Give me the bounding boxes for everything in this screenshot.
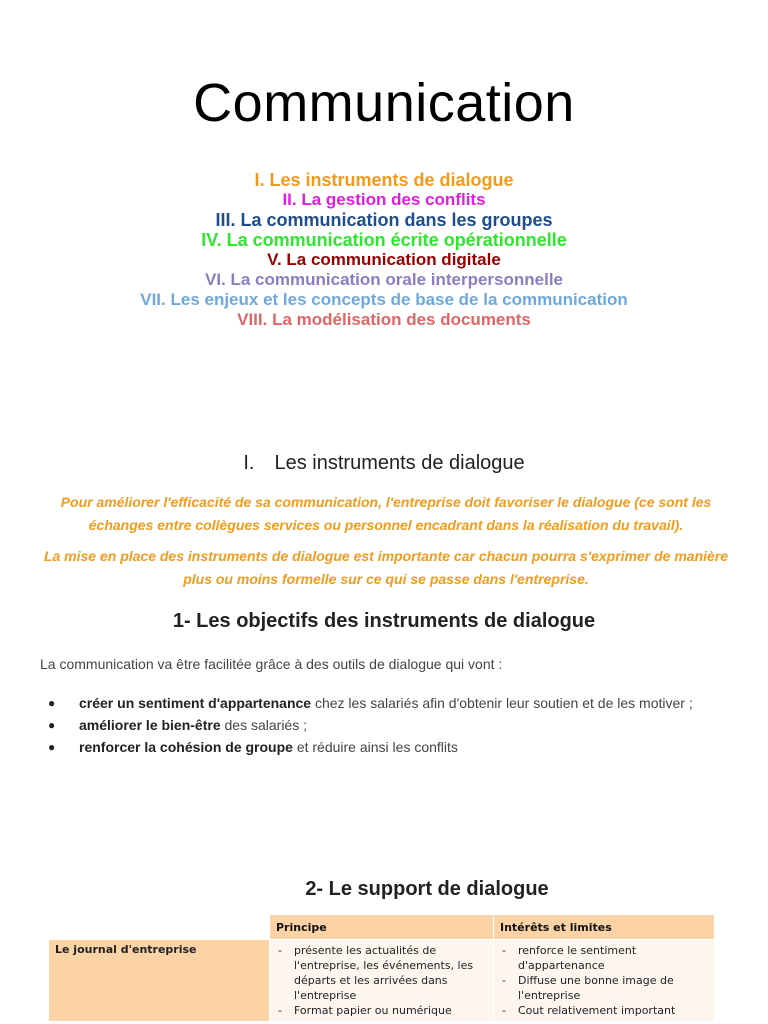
list-item bbox=[40, 715, 742, 736]
column-header-principe: Principe bbox=[270, 915, 494, 940]
list-item bbox=[276, 1003, 487, 1018]
list-item bbox=[500, 943, 708, 973]
toc-item: VII. Les enjeux et les concepts de base de la communication bbox=[140, 290, 628, 309]
dash-icon: - bbox=[502, 1004, 506, 1017]
section-title-text: Les instruments de dialogue bbox=[274, 452, 525, 474]
toc-item: IV. La communication écrite opérationnelle bbox=[201, 230, 567, 250]
toc-item: I. Les instruments de dialogue bbox=[254, 170, 514, 190]
intro-paragraph-1: Pour améliorer l'efficacité de sa communication, l'entreprise doit favoriser le dialogue (ce sont les échanges entre collègues services ou personnel encadrant dans la réalisation du travail). bbox=[60, 494, 712, 533]
toc-item: VI. La communication orale interpersonnelle bbox=[204, 270, 564, 289]
section-number: I. bbox=[243, 452, 255, 474]
principe-cell bbox=[270, 940, 494, 1022]
objectives-lead: La communication va être facilitée grâce à des outils de dialogue qui vont : bbox=[40, 656, 503, 672]
table-row bbox=[49, 940, 715, 1022]
cell-text: Diffuse une bonne image de l'entreprise bbox=[518, 974, 674, 1002]
cell-text: présente les actualités de l'entreprise, les événements, les départs et les arrivées dans l'entreprise bbox=[294, 944, 474, 1002]
bullet-text: des salariés ; bbox=[220, 717, 307, 733]
page-title: Communication bbox=[193, 73, 575, 133]
bullet-text: chez les salariés afin d'obtenir leur soutien et de les motiver ; bbox=[311, 695, 693, 711]
dash-icon: - bbox=[502, 944, 506, 957]
column-header-interets: Intérêts et limites bbox=[494, 915, 715, 940]
objectives-heading: 1- Les objectifs des instruments de dialogue bbox=[172, 610, 596, 632]
list-item bbox=[40, 737, 742, 758]
support-table bbox=[48, 914, 715, 1022]
toc-item: V. La communication digitale bbox=[267, 250, 501, 269]
toc-item: III. La communication dans les groupes bbox=[215, 210, 553, 230]
section-heading bbox=[0, 452, 768, 475]
toc-item: VIII. La modélisation des documents bbox=[237, 310, 531, 329]
bullet-bold: créer un sentiment d'appartenance bbox=[79, 695, 312, 711]
list-item bbox=[276, 943, 487, 1003]
interets-cell bbox=[494, 940, 715, 1022]
table-of-contents bbox=[0, 170, 768, 330]
dash-icon: - bbox=[278, 944, 282, 957]
cell-text: Cout relativement important bbox=[518, 1004, 676, 1017]
dash-icon: - bbox=[502, 974, 506, 987]
list-item bbox=[500, 1003, 708, 1018]
support-heading: 2- Le support de dialogue bbox=[305, 878, 549, 900]
bullet-icon: ● bbox=[48, 718, 56, 732]
table-corner bbox=[49, 915, 270, 940]
toc-item: II. La gestion des conflits bbox=[282, 190, 486, 209]
intro-paragraph-2: La mise en place des instruments de dialogue est importante car chacun pourra s'exprimer de manière plus ou moins formelle sur ce qui se passe dans l'entreprise. bbox=[43, 548, 729, 587]
bullet-bold: renforcer la cohésion de groupe bbox=[79, 739, 293, 755]
bullet-icon: ● bbox=[48, 696, 56, 710]
objectives-list bbox=[40, 693, 742, 759]
dash-icon: - bbox=[278, 1004, 282, 1017]
cell-text: Format papier ou numérique bbox=[294, 1004, 452, 1017]
cell-text: renforce le sentiment d'appartenance bbox=[518, 944, 637, 972]
bullet-text: et réduire ainsi les conflits bbox=[292, 739, 458, 755]
list-item bbox=[40, 693, 742, 714]
bullet-icon: ● bbox=[48, 740, 56, 754]
row-header: Le journal d'entreprise bbox=[49, 940, 270, 1022]
list-item bbox=[500, 973, 708, 1003]
bullet-bold: améliorer le bien-être bbox=[79, 717, 221, 733]
